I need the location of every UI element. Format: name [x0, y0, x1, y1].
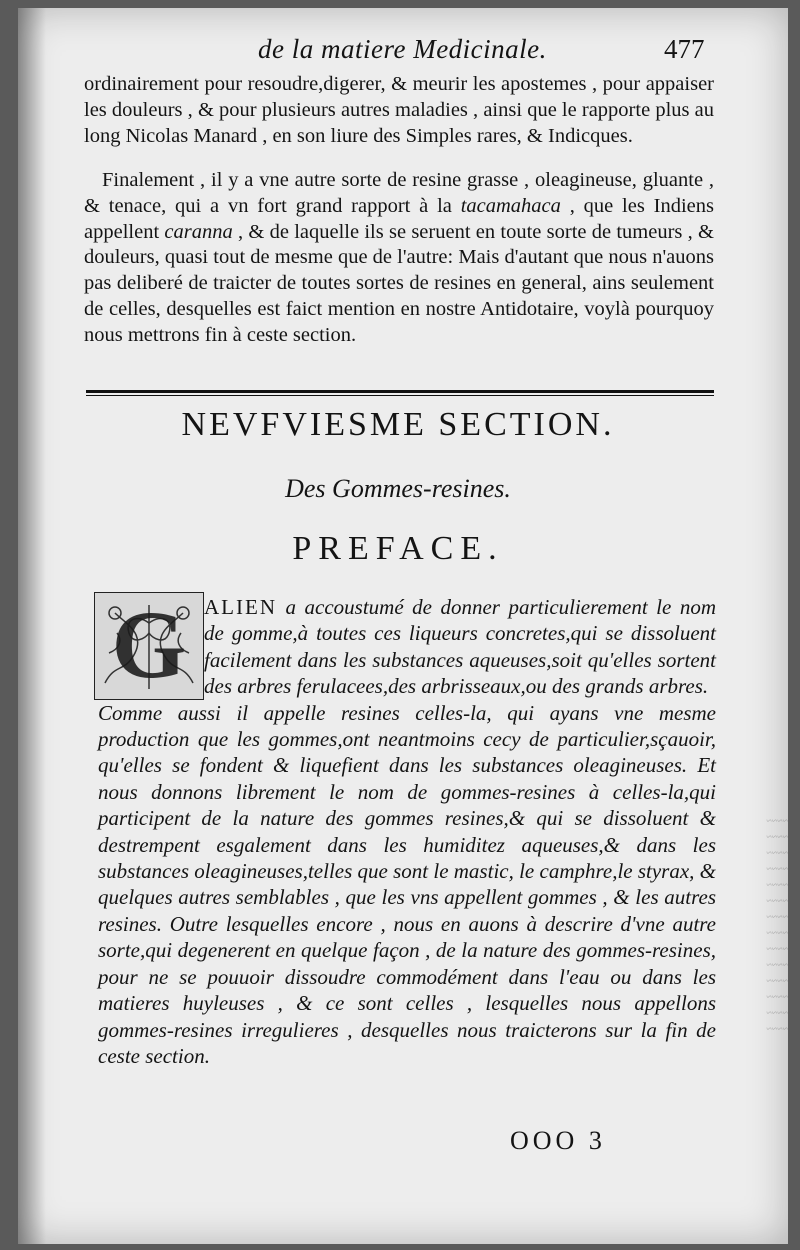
running-head-title: de la matiere Medicinale.: [258, 34, 547, 64]
preface-first-lines: [98, 594, 716, 700]
preface-rest-text: Comme aussi il appelle resines celles-la, qui ayans vne mesme production que les gommes,ont neantmoins cecy de particulier,sçauoir, qu'elles se fondent & liquefient dans les substances oleagineuses. Et nous donnons librement le nom de gommes-resines à celles-la,qui participent de la nature des gommes resines,& qui se dissoluent & destrempent esgalement dans les humiditez aqueuses,& dans les substances oleagineuses,telles que sont le mastic, le camphre,le styrax, & quelques autres semblables , que les vns appellent gommes , & les autres resines. Outre lesquelles encore , nous en auons à descrire d'vne autre sorte,qui degenerent en quelque façon , de la nature des gommes-resines, pour ne se pouuoir dissoudre commodément dans l'eau ou dans les matieres huyleuses , & ce sont celles , lesquelles nous appellons gommes-resines irregulieres , desquelles nous traicterons sur la fin de ceste section.: [98, 700, 717, 1068]
term-caranna: caranna: [164, 220, 233, 243]
paragraph-2-part-a: Finalement , il y a vne autre sorte de resine grasse , oleagineuse, gluante , & tenace, qui a vn fort grand rapport à la: [84, 169, 714, 217]
dropcap-letter: G: [111, 593, 187, 698]
paragraph-2: [84, 168, 714, 349]
section-title: NEVFVIESME SECTION.: [181, 406, 615, 443]
paragraph-2-part-c: , & de laquelle ils se seruent en toute sorte de tumeurs , & douleurs, quasi tout de mesme que de l'autre: Mais d'autant que nous n'auons pas deliberé de traicter de toutes sortes de resines en general, ains seulement de celles, desquelles est faict mention en nostre Antidotaire, voylà pourquoy nous mettrons fin à ceste section.: [84, 220, 714, 346]
paragraph-1-text: ordinairement pour resoudre,digerer, & meurir les apostemes , pour appaiser les douleurs , & pour plusieurs autres maladies , ainsi que le rapporte plus au long Nicolas Manard , en son liure des Simples rares, & Indicques.: [84, 73, 714, 147]
preface-first-lines-text: a accoustumé de donner particulierement le nom de gomme,à toutes ces liqueurs concretes,qui se dissoluent facilement dans les substances aqueuses,soit qu'elles sortent des arbres ferulacees,des arbrisseaux,ou des grands arbres.: [204, 595, 716, 699]
preface-lead-word: ALIEN: [204, 595, 277, 619]
section-rule-thick: [86, 390, 714, 393]
preface-paragraph: [98, 594, 716, 1069]
signature-mark: OOO 3: [510, 1126, 606, 1155]
paragraph-2-text: [84, 168, 714, 349]
preface-heading: PREFACE.: [292, 530, 504, 567]
show-through-margin: ~~~~ ~~~~ ~~~~ ~~~~ ~~~~ ~~~~ ~~~~ ~~~~ ~~~~ ~~~~ ~~~~ ~~~~ ~~~~ ~~~~: [766, 816, 788, 1035]
book-page: [18, 8, 788, 1244]
section-subtitle: Des Gommes-resines.: [285, 474, 511, 503]
section-rule-thin: [86, 395, 714, 396]
term-tacamahaca: tacamahaca: [460, 194, 561, 217]
paragraph-1: [84, 72, 714, 149]
spine-shadow: [18, 8, 46, 1244]
paragraph-2-part-b: , que les Indiens appellent: [84, 194, 714, 243]
page-number: 477: [664, 34, 705, 64]
running-head: [18, 34, 788, 74]
